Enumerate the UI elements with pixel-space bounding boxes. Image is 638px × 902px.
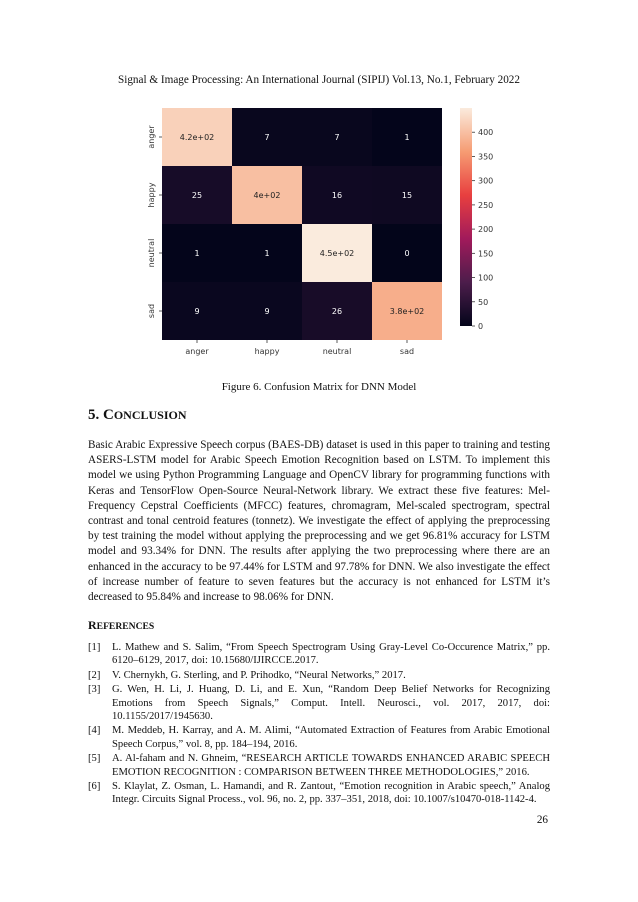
section-number: 5.: [88, 407, 100, 423]
heatmap-cell-label: 7: [264, 133, 270, 142]
reference-text: G. Wen, H. Li, J. Huang, D. Li, and E. Xun, “Random Deep Belief Networks for Recognizing Emotions from Speech Signals,” Comput. Intell. Neurosci., vol. 2017, 2017, doi: 10.1155/2017/1945630.: [112, 684, 550, 723]
heatmap-cell-label: 9: [264, 307, 270, 316]
reference-number: [2]: [88, 669, 101, 681]
heatmap-cell-label: 1: [264, 249, 270, 258]
heatmap-cell-label: 3.8e+02: [389, 307, 425, 316]
heatmap-cell-label: 7: [334, 133, 340, 142]
colorbar-tick-label: 300: [478, 176, 494, 186]
reference-number: [5]: [88, 753, 101, 765]
heatmap-cell-label: 26: [331, 307, 343, 316]
reference-number: [6]: [88, 781, 101, 793]
y-tick-label: sad: [147, 303, 156, 319]
heatmap-cell-label: 25: [191, 191, 203, 200]
section-title-first: C: [103, 407, 114, 423]
reference-text: L. Mathew and S. Salim, “From Speech Spectrogram Using Gray-Level Co-Occurence Matrix,” pp. 6120–6129, 2017, doi: 10.15680/IJIRCCE.2017.: [112, 642, 550, 667]
reference-item: [88, 683, 550, 723]
confusion-matrix-figure: [120, 100, 520, 372]
reference-item: [88, 752, 550, 779]
heatmap-cell-label: 1: [404, 133, 410, 142]
colorbar-tick-label: 150: [478, 249, 494, 259]
x-tick-label: sad: [399, 347, 415, 356]
conclusion-paragraph: Basic Arabic Expressive Speech corpus (BAES-DB) dataset is used in this paper to training and testing ASERS-LSTM model for Arabic Speech Emotion Recognition based on LSTM. To implement this model we using Python Programming Language and OpenCV library for programming functions with Keras and TensorFlow Open-Source Neural-Network library. We extract these five features: Mel-Frequency Cepstral Coefficients (MFCC) features, chromagram, Mel-scaled spectrogram, spectral contrast and tonal centroid features (tonnetz). We investigate the effect of applying the preprocessing by test training the model without applying the preprocessing and we get 96.81% accuracy for LSTM model and 93.34% for DNN. The results after applying the two preprocessing where there are an enhanced in the accuracy to be 97.44% for LSTM and 97.78% for DNN. We also investigate the effect of increase number of feature to seven features but the accuracy is not enhanced for LSTM it’s decreased to 95.84% and increase to 98.06% for DNN.: [88, 439, 550, 604]
heatmap-cell-label: 1: [194, 249, 200, 258]
references-heading-rest: EFERENCES: [96, 621, 155, 632]
reference-text: S. Klaylat, Z. Osman, L. Hamandi, and R. Zantout, “Emotion recognition in Arabic speech,” Analog Integr. Circuits Signal Process., vol. 96, no. 2, pp. 337–351, 2018, doi: 10.1007/s10470-018-1142-4.: [112, 781, 550, 806]
reference-list: [88, 641, 550, 808]
references-heading-first: R: [88, 618, 97, 632]
colorbar-tick-label: 100: [478, 273, 494, 283]
reference-item: [88, 669, 550, 682]
reference-item: [88, 641, 550, 668]
reference-number: [3]: [88, 684, 101, 696]
reference-number: [4]: [88, 725, 101, 737]
figure-caption: Figure 6. Confusion Matrix for DNN Model: [221, 381, 417, 393]
x-tick-label: neutral: [322, 347, 352, 356]
heatmap-cell-label: 16: [331, 191, 343, 200]
reference-text: A. Al-faham and N. Ghneim, “RESEARCH ARTICLE TOWARDS ENHANCED ARABIC SPEECH EMOTION RECOGNITION : COMPARISON BETWEEN THREE METHODOLOGIES,” 2016.: [112, 753, 550, 778]
reference-number: [1]: [88, 642, 101, 653]
page-number: 26: [536, 814, 548, 826]
reference-item: [88, 780, 550, 807]
heatmap-cell-label: 9: [194, 307, 200, 316]
running-header: Signal & Image Processing: An International Journal (SIPIJ) Vol.13, No.1, February 2022: [118, 74, 520, 86]
section-title-rest: ONCLUSION: [113, 408, 187, 422]
x-tick-label: anger: [185, 347, 209, 356]
heatmap-cell-label: 15: [401, 191, 413, 200]
heatmap-cell-label: 4e+02: [253, 191, 281, 200]
colorbar-tick-label: 400: [478, 128, 494, 138]
heatmap-cell-label: 0: [404, 249, 410, 258]
reference-text: V. Chernykh, G. Sterling, and P. Prihodko, “Neural Networks,” 2017.: [112, 669, 406, 681]
heatmap-cell-label: 4.2e+02: [179, 133, 215, 142]
colorbar-tick-label: 350: [478, 152, 494, 162]
colorbar-tick-label: 200: [478, 225, 494, 235]
references-heading: [88, 618, 154, 633]
heatmap-cell-label: 4.5e+02: [319, 249, 355, 258]
y-tick-label: anger: [147, 125, 156, 149]
y-tick-label: happy: [147, 182, 156, 208]
reference-text: M. Meddeb, H. Karray, and A. M. Alimi, “Automated Extraction of Features from Arabic Emotional Speech Corpus,” vol. 8, pp. 184–194, 2016.: [112, 725, 550, 750]
colorbar-tick-label: 0: [478, 322, 484, 331]
y-tick-label: neutral: [147, 238, 156, 268]
colorbar-tick-label: 50: [478, 297, 489, 307]
colorbar-tick-label: 250: [478, 200, 494, 210]
reference-item: [88, 724, 550, 751]
colorbar: [460, 108, 472, 326]
x-tick-label: happy: [254, 347, 280, 356]
section-heading-conclusion: [88, 407, 187, 424]
